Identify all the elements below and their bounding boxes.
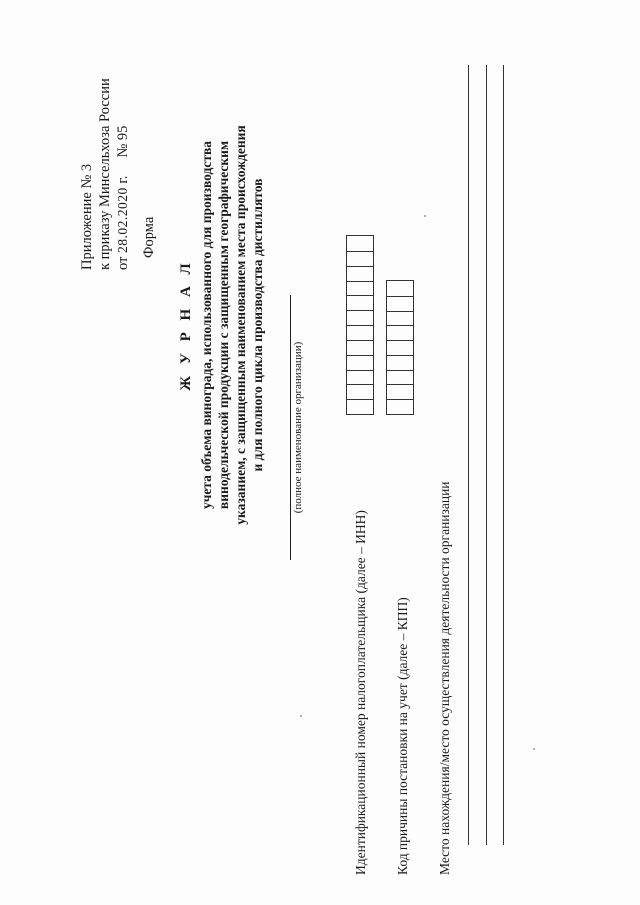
digit-cell[interactable] bbox=[387, 399, 413, 414]
appendix-date-line bbox=[114, 30, 132, 270]
digit-cell[interactable] bbox=[347, 310, 373, 325]
organization-name-field[interactable] bbox=[290, 295, 291, 560]
digit-cell[interactable] bbox=[347, 355, 373, 370]
subtitle-line: указанием, с защищенным наименованием места происхождения bbox=[233, 125, 248, 525]
digit-cell[interactable] bbox=[347, 236, 373, 251]
digit-cell[interactable] bbox=[347, 384, 373, 399]
inn-label: Идентификационный номер налогоплательщика (далее – ИНН) bbox=[353, 510, 368, 875]
subtitle-line: винодельческой продукции с защищенным географическим bbox=[216, 140, 231, 510]
kpp-input-cells[interactable] bbox=[386, 280, 414, 415]
location-line[interactable] bbox=[486, 65, 487, 845]
subtitle-line: учета объема винограда, использованного для производства bbox=[199, 140, 214, 510]
journal-title: Ж У Р Н А Л bbox=[178, 259, 194, 391]
digit-cell[interactable] bbox=[387, 370, 413, 385]
appendix-block bbox=[78, 30, 158, 270]
digit-cell[interactable] bbox=[387, 296, 413, 311]
date-suffix: г. bbox=[115, 175, 131, 184]
journal-subtitle bbox=[198, 25, 266, 625]
form-label: Форма bbox=[141, 216, 157, 258]
digit-cell[interactable] bbox=[347, 325, 373, 340]
date-value: 28.02.2020 bbox=[115, 187, 130, 253]
digit-cell[interactable] bbox=[387, 340, 413, 355]
location-line[interactable] bbox=[503, 65, 504, 845]
subtitle-line: и для полного цикла производства дистиллятов bbox=[250, 178, 265, 472]
digit-cell[interactable] bbox=[347, 281, 373, 296]
digit-cell[interactable] bbox=[347, 266, 373, 281]
digit-cell[interactable] bbox=[347, 251, 373, 266]
digit-cell[interactable] bbox=[347, 399, 373, 414]
digit-cell[interactable] bbox=[347, 370, 373, 385]
digit-cell[interactable] bbox=[347, 340, 373, 355]
appendix-order-ref: к приказу Минсельхоза России bbox=[97, 78, 113, 270]
scan-speck bbox=[424, 215, 426, 217]
appendix-number: Приложение № 3 bbox=[79, 163, 95, 270]
location-label: Место нахождения/место осуществления деятельности организации bbox=[437, 481, 452, 875]
scan-speck bbox=[300, 715, 302, 717]
digit-cell[interactable] bbox=[387, 325, 413, 340]
inn-input-cells[interactable] bbox=[346, 235, 374, 415]
order-number: № 95 bbox=[115, 125, 131, 158]
digit-cell[interactable] bbox=[347, 295, 373, 310]
date-prefix: от bbox=[115, 256, 131, 270]
digit-cell[interactable] bbox=[387, 355, 413, 370]
digit-cell[interactable] bbox=[387, 281, 413, 296]
organization-caption: (полное наименование организации) bbox=[292, 341, 304, 514]
digit-cell[interactable] bbox=[387, 311, 413, 326]
kpp-label: Код причины постановки на учет (далее – КПП) bbox=[395, 597, 410, 875]
digit-cell[interactable] bbox=[387, 384, 413, 399]
location-line[interactable] bbox=[468, 65, 469, 845]
scan-speck bbox=[533, 748, 535, 750]
